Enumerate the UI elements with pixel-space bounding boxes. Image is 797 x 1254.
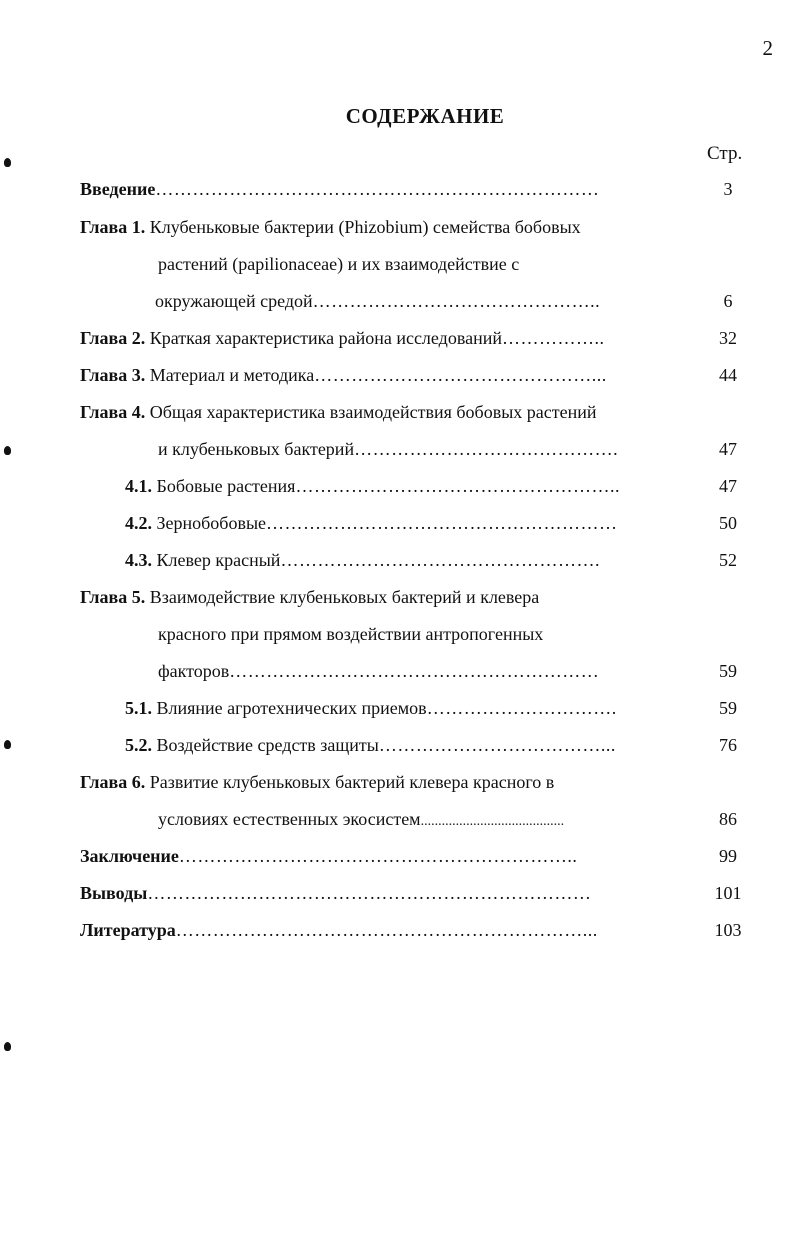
scan-mark bbox=[4, 158, 11, 167]
toc-entry-chapter-1-line-2: растений (papilionaceae) и их взаимодействие с bbox=[158, 254, 520, 274]
toc-entry-section-5-2[interactable]: 5.2. Воздействие средств защиты………………………………... bbox=[125, 735, 616, 755]
toc-entry-findings[interactable]: Выводы……………………………………………………………… bbox=[80, 883, 592, 903]
toc-page: 103 bbox=[714, 920, 742, 940]
toc-page: 44 bbox=[719, 365, 737, 385]
toc-page: 52 bbox=[719, 550, 737, 570]
toc-entry-chapter-5-line-3: факторов…………………………………………………… bbox=[158, 661, 600, 681]
toc-entry-chapter-4-line-2: и клубеньковых бактерий……………………………………. bbox=[158, 439, 619, 459]
scan-mark bbox=[4, 740, 11, 749]
toc-entry-chapter-6-line-2: условиях естественных экосистем......................................... bbox=[158, 809, 565, 829]
toc-entry-section-4-1[interactable]: 4.1. Бобовые растения…………………………………………….. bbox=[125, 476, 620, 496]
toc-entry-introduction[interactable]: Введение……………………………………………………………… bbox=[80, 179, 600, 199]
toc-page: 99 bbox=[719, 846, 737, 866]
toc-page: 6 bbox=[723, 291, 733, 311]
toc-entry-chapter-3[interactable]: Глава 3. Материал и методика………………………………………... bbox=[80, 365, 607, 385]
page-column-label: Стр. bbox=[707, 143, 743, 164]
toc-entry-chapter-1-line-3: окружающей средой……………………………………….. bbox=[155, 291, 601, 311]
scan-mark bbox=[4, 446, 11, 455]
toc-entry-chapter-6[interactable]: Глава 6. Развитие клубеньковых бактерий клевера красного в bbox=[80, 772, 555, 792]
toc-page: 59 bbox=[719, 661, 737, 681]
toc-page: 47 bbox=[719, 439, 737, 459]
toc-entry-chapter-5[interactable]: Глава 5. Взаимодействие клубеньковых бактерий и клевера bbox=[80, 587, 540, 607]
toc-page: 3 bbox=[723, 179, 733, 199]
scan-mark bbox=[4, 1042, 11, 1051]
toc-page: 86 bbox=[719, 809, 737, 829]
toc-page: 50 bbox=[719, 513, 737, 533]
toc-entry-chapter-4[interactable]: Глава 4. Общая характеристика взаимодействия бобовых растений bbox=[80, 402, 597, 422]
page-number: 2 bbox=[762, 36, 773, 60]
toc-entry-section-4-2[interactable]: 4.2. Зернобобовые………………………………………………… bbox=[125, 513, 618, 533]
toc-entry-conclusion[interactable]: Заключение……………………………………………………….. bbox=[80, 846, 578, 866]
toc-entry-section-5-1[interactable]: 5.1. Влияние агротехнических приемов…………………………. bbox=[125, 698, 617, 718]
toc-entry-references[interactable]: Литература…………………………………………………………... bbox=[80, 920, 598, 940]
toc-page: 47 bbox=[719, 476, 737, 496]
toc-page: 101 bbox=[714, 883, 742, 903]
toc-entry-chapter-1[interactable]: Глава 1. Клубеньковые бактерии (Phizobium) семейства бобовых bbox=[80, 217, 581, 237]
page-title: СОДЕРЖАНИЕ bbox=[345, 104, 505, 128]
toc-page: 59 bbox=[719, 698, 737, 718]
toc-entry-section-4-3[interactable]: 4.3. Клевер красный……………………………………………. bbox=[125, 550, 600, 570]
toc-entry-chapter-2[interactable]: Глава 2. Краткая характеристика района исследований…………….. bbox=[80, 328, 605, 348]
toc-entry-chapter-5-line-2: красного при прямом воздействии антропогенных bbox=[158, 624, 544, 644]
toc-page: 76 bbox=[719, 735, 737, 755]
toc-page: 32 bbox=[719, 328, 737, 348]
